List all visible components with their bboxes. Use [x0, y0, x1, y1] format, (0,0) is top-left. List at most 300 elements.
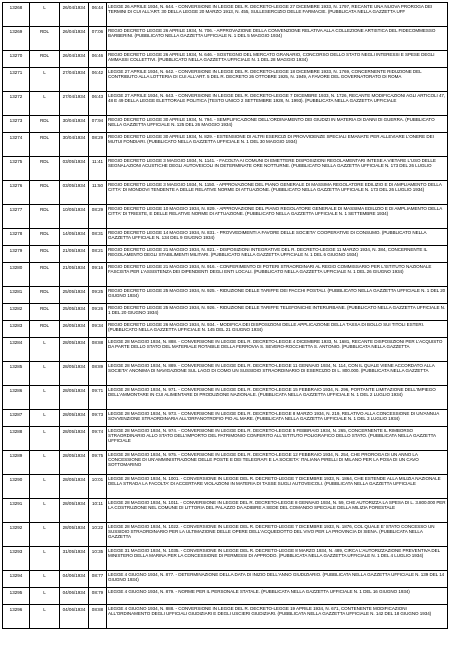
act-date: 28/05/1934 — [62, 476, 86, 482]
table-row — [3, 92, 448, 116]
record-number-cell — [3, 116, 30, 133]
act-page-ref-cell — [89, 386, 107, 410]
record-number-cell — [3, 605, 30, 629]
act-type: L — [43, 363, 46, 369]
table-row — [3, 451, 448, 475]
table-row — [3, 27, 448, 51]
act-date: 26/05/1934 — [62, 322, 86, 328]
act-date: 25/05/1934 — [62, 305, 86, 311]
act-type: RDL — [39, 52, 50, 58]
act-description: LEGGE 28 MAGGIO 1934, N. 975. - CONVERSIONE IN LEGGE DEL R. DECRETO-LEGGE 12 FEBBRAIO 1934, N. 254, CHE PROROGA DI UN ANNO LA CONCESSIONE DI UN'AMMINISTRAZIONE DELLE POSTE E DEI TELEGRAFI E LA SOCIETA' ITALIANA PIRELLI DI MILANO PER LA POSA DI UN CAVO SOTTOMARINO — [108, 451, 419, 467]
act-date-cell — [60, 588, 89, 605]
act-date: 28/05/1934 — [62, 500, 86, 506]
act-page-ref-cell — [89, 3, 107, 27]
act-date: 14/05/1934 — [62, 230, 86, 236]
act-date: 26/04/1934 — [62, 28, 86, 34]
act-page-ref: 08:31 — [91, 230, 104, 236]
act-date: 28/05/1934 — [62, 428, 86, 434]
record-number: 13284 — [9, 339, 23, 345]
act-type: L — [43, 500, 46, 506]
table-row — [3, 475, 448, 499]
act-type-cell — [30, 427, 60, 451]
act-type: L — [43, 476, 46, 482]
act-description-cell — [107, 588, 448, 605]
record-number: 13288 — [9, 428, 23, 434]
record-number: 13285 — [9, 363, 23, 369]
act-description: LEGGE 28 MAGGIO 1934, N. 973. - CONVERSIONE IN LEGGE DEL R. DECRETO-LEGGE 8 MARZO 1934, N. 219, RELATIVO ALLA CONCESSIONE DI UN'ANNUA SOVVENZIONE STRAORDINARIA ALL'ORFANOTROFIO PIO AL MARE. (PUBBLICATA NELLA GAZZETTA UFFICIALE N. 1 DEL 3 LUGLIO 1934) — [108, 410, 439, 421]
record-number: 13278 — [9, 230, 23, 236]
act-page-ref: 06:43 — [91, 93, 104, 99]
table-row — [3, 499, 448, 523]
record-number-cell — [3, 571, 30, 588]
act-type: L — [43, 589, 46, 595]
act-date-cell — [60, 181, 89, 205]
act-page-ref-cell — [89, 304, 107, 321]
table-row — [3, 263, 448, 287]
table-row — [3, 246, 448, 263]
record-number-cell — [3, 205, 30, 229]
act-date: 27/04/1934 — [62, 93, 86, 99]
act-date: 30/04/1934 — [62, 117, 86, 123]
act-type-cell — [30, 451, 60, 475]
table-row — [3, 547, 448, 571]
record-number-cell — [3, 386, 30, 410]
record-number: 13290 — [9, 476, 23, 482]
act-date-cell — [60, 571, 89, 588]
record-number: 13294 — [9, 572, 23, 578]
act-description-cell — [107, 287, 448, 304]
act-date-cell — [60, 304, 89, 321]
act-date-cell — [60, 386, 89, 410]
act-type-cell — [30, 338, 60, 362]
record-number: 13296 — [9, 606, 23, 612]
act-type-cell — [30, 92, 60, 116]
act-page-ref: 11:41 — [91, 158, 104, 164]
act-type: RDL — [39, 230, 50, 236]
act-description: LEGGE 27 APRILE 1934, N. 643. - CONVERSIONE IN LEGGE DEL R. DECRETO-LEGGE 7 DICEMBRE 1933, N. 1726, RECANTE MODIFICAZIONI AGLI ARTICOLI 47, 48 E 49 DELLA LEGGE ELETTORALE POLITICA (TESTO UNICO 2 SETTEMBRE 1928, N. 1993). (PUBBLICATA NELLA GAZZETTA UFFICIALE — [108, 92, 446, 103]
table-row — [3, 338, 448, 362]
act-date: 10/05/1934 — [62, 206, 86, 212]
record-number-cell — [3, 304, 30, 321]
act-date: 04/06/1934 — [62, 606, 86, 612]
act-date-cell — [60, 605, 89, 629]
act-description-cell — [107, 451, 448, 475]
act-date: 28/05/1934 — [62, 363, 86, 369]
table-row — [3, 133, 448, 157]
act-type-cell — [30, 229, 60, 246]
act-date: 28/05/1934 — [62, 387, 86, 393]
act-type-cell — [30, 116, 60, 133]
act-description-cell — [107, 547, 448, 571]
table-row — [3, 427, 448, 451]
record-number: 13281 — [9, 288, 23, 294]
act-description: REGIO DECRETO LEGGE 3 MAGGIO 1934, N. 1150. - APPROVAZIONE DEL PIANO GENERALE DI MASSIMA REGOLATORE EDILIZIO E DI AMPLIAMENTO DELLA CITTA' DI MONDOVI TENDENTE A DELLE RELATIVE NORME DI ATTUAZIONE. (PUBBLICATO NELLA GAZZETTA UFFICIALE N. 173 DEL 26 LUGLIO 1934) — [108, 181, 442, 192]
record-number-cell — [3, 451, 30, 475]
record-number-cell — [3, 246, 30, 263]
record-number-cell — [3, 92, 30, 116]
act-page-ref-cell — [89, 92, 107, 116]
act-date: 04/06/1934 — [62, 589, 86, 595]
record-number-cell — [3, 263, 30, 287]
act-description: LEGGE 4 GIUGNO 1934, N. 879. - NORME PER IL PERSONALE STATALE. (PUBBLICATA NELLA GAZZETTA UFFICIALE N. 1 DEL 16 GIUGNO 1934) — [108, 588, 410, 594]
act-type: L — [43, 548, 46, 554]
record-number-cell — [3, 229, 30, 246]
act-description: LEGGE 4 GIUGNO 1934, N. 888. - CONVERSIONE IN LEGGE DEL R. DECRETO-LEGGE 19 APRILE 1934, N. 671, CONTENENTE MODIFICAZIONI ALL'ORDINAMENTO DEGLI UFFICIALI GIUDIZIARI E DEGLI USCIERI GIUDIZIARI. (PUBBLICATA NELLA GAZZETTA UFFICIALE N. 142 DEL 18 GIUGNO 1934) — [108, 605, 432, 616]
act-page-ref: 10:35 — [91, 548, 104, 554]
act-page-ref: 08:77 — [91, 572, 104, 578]
record-number: 13272 — [9, 93, 23, 99]
act-page-ref: 07:06 — [91, 28, 104, 34]
record-number: 13275 — [9, 158, 23, 164]
act-description-cell — [107, 605, 448, 629]
record-number-cell — [3, 588, 30, 605]
act-page-ref-cell — [89, 588, 107, 605]
act-description-cell — [107, 92, 448, 116]
act-page-ref-cell — [89, 523, 107, 547]
act-date-cell — [60, 92, 89, 116]
act-type: L — [43, 428, 46, 434]
act-date-cell — [60, 427, 89, 451]
act-page-ref: 09:25 — [91, 288, 104, 294]
record-number: 13280 — [9, 264, 23, 270]
record-number-cell — [3, 133, 30, 157]
act-date-cell — [60, 3, 89, 27]
act-date: 27/04/1934 — [62, 69, 86, 75]
act-type-cell — [30, 362, 60, 386]
act-date: 03/05/1934 — [62, 158, 86, 164]
registry-sheet — [2, 2, 448, 629]
act-page-ref-cell — [89, 321, 107, 338]
act-page-ref-cell — [89, 263, 107, 287]
act-description: REGIO DECRETO LEGGE 26 APRILE 1934, N. 646. - SOSTEGNO DEL MERCATO GRANARIO, CONCORSO DELLO STATO NEGLI INTERESSI E SPESE DEGLI AMMASSI COLLETTIVI. (PUBBLICATO NELLA GAZZETTA UFFICIALE N. 1 DEL 28 MAGGIO 1934) — [108, 51, 435, 62]
act-description: LEGGE 26 APRILE 1934, N. 644. - CONVERSIONE IN LEGGE DEL R. DECRETO-LEGGE 27 DICEMBRE 1933, N. 1797, RECANTE UNA NUOVA PROROGA DEI TERMINI DI CUI ALL'ART. 30 DELLA LEGGE 20 MARZO 1913, N. 455, SULLESERCIZIO DELLE FARMACIE. (PUBBLICATA NELLA GAZZETTA UFF — [108, 3, 433, 14]
act-type: RDL — [39, 305, 50, 311]
act-page-ref-cell — [89, 499, 107, 523]
record-number: 13289 — [9, 452, 23, 458]
table-row — [3, 571, 448, 588]
table-row — [3, 287, 448, 304]
act-date-cell — [60, 451, 89, 475]
act-page-ref: 09:26 — [91, 305, 104, 311]
record-number-cell — [3, 338, 30, 362]
act-page-ref: 10:11 — [91, 500, 104, 506]
act-page-ref-cell — [89, 27, 107, 51]
act-description: REGIO DECRETO LEGGE 10 MAGGIO 1934, N. 829. - APPROVAZIONE DEL PIANO REGOLATORE GENERALE DI MASSIMA EDILIZIO E DI AMPLIAMENTO DELLA CITTA' DI TRIESTE, E DELLE RELATIVE NORME DI ATTUAZIONE. (PUBBLICATO NELLA GAZZETTA UFFICIALE N. 1 SETTEMBRE 1934) — [108, 205, 442, 216]
record-number: 13273 — [9, 117, 23, 123]
act-type: RDL — [39, 264, 50, 270]
act-date-cell — [60, 229, 89, 246]
table-row — [3, 205, 448, 229]
act-description-cell — [107, 68, 448, 92]
legislation-registry-table — [2, 2, 448, 629]
act-date-cell — [60, 499, 89, 523]
act-type-cell — [30, 3, 60, 27]
act-page-ref: 07:94 — [91, 117, 104, 123]
act-page-ref: 09:74 — [91, 428, 104, 434]
act-description: LEGGE 28 MAGGIO 1934, N. 1001. - CONVERSIONE IN LEGGE DEL R. DECRETO-LEGGE 7 DICEMBRE 1933, N. 1864, CHE ESTENDE ALLA MILIZIA NAZIONALE DELLA STRADA LA FACOLTA' DI ACCERTARE VIOLAZIONI IN MATERIA DI TASSE SUGLI AUTOVEICOLI. (PUBBLICATA NELLA GAZZETTA UFFICIALE — [108, 475, 441, 486]
act-page-ref-cell — [89, 133, 107, 157]
act-date-cell — [60, 205, 89, 229]
act-description: LEGGE 28 MAGGIO 1934, N. 974. - CONVERSIONE IN LEGGE DEL R. DECRETO-LEGGE 5 FEBBRAIO 1934, N. 265, CONCERNENTE IL RIMBORSO STRAORDINARIO ALLO STATO DELL'IMPORTO DEL PATRIMONIO CONFERITO ALL'ISTITUTO POLIGRAFICO DELLO STATO. (PUBBLICATA NELLA GAZZETTA UFFICIALE — [108, 427, 436, 443]
act-type-cell — [30, 205, 60, 229]
record-number: 13282 — [9, 305, 23, 311]
act-type: L — [43, 524, 46, 530]
act-description-cell — [107, 475, 448, 499]
act-page-ref: 08:88 — [91, 339, 104, 345]
act-date-cell — [60, 338, 89, 362]
act-type: L — [43, 69, 46, 75]
act-date: 21/05/1934 — [62, 264, 86, 270]
act-type-cell — [30, 157, 60, 181]
act-type: RDL — [39, 182, 50, 188]
act-page-ref: 09:71 — [91, 387, 104, 393]
act-type: RDL — [39, 134, 50, 140]
act-page-ref-cell — [89, 181, 107, 205]
record-number: 13270 — [9, 52, 23, 58]
table-row — [3, 157, 448, 181]
act-description-cell — [107, 116, 448, 133]
act-date: 28/05/1934 — [62, 339, 86, 345]
act-date-cell — [60, 475, 89, 499]
registry-body — [3, 3, 448, 629]
act-description-cell — [107, 499, 448, 523]
act-description: REGIO DECRETO LEGGE 30 APRILE 1934, N. 829. - ESTENSIONE DI ALTRI ESERCIZI DI PROVVIDENZE SPECIALI EMANATE PER ALLEVIARE L'ONERE DEI MUTUI FONDIARI. (PUBBLICATO NELLA GAZZETTA UFFICIALE N. 1 DEL 30 MAGGIO 1934) — [108, 133, 434, 144]
record-number: 13271 — [9, 69, 23, 75]
act-date-cell — [60, 27, 89, 51]
act-description: LEGGE 27 APRILE 1934, N. 642. - CONVERSIONE IN LEGGE DEL R. DECRETO-LEGGE 18 DICEMBRE 1933, N. 1769, CONCERNENTE RIDUZIONE DEL CONTRIBUTO ALLA LOTTERIA DI CUI ALL'ART. 5 DEL R. DECRETO 26 OTTOBRE 1925, N. 1949, A FAVORE DEL GOVERNATORATO DI ROMA — [108, 68, 422, 79]
act-type-cell — [30, 547, 60, 571]
act-page-ref-cell — [89, 410, 107, 427]
act-page-ref: 08:88 — [91, 606, 104, 612]
record-number-cell — [3, 27, 30, 51]
act-page-ref: 09:34 — [91, 322, 104, 328]
record-number-cell — [3, 410, 30, 427]
act-date-cell — [60, 321, 89, 338]
act-page-ref-cell — [89, 362, 107, 386]
record-number: 13287 — [9, 411, 23, 417]
act-date: 26/04/1934 — [62, 52, 86, 58]
act-page-ref-cell — [89, 229, 107, 246]
act-type: L — [43, 387, 46, 393]
act-description-cell — [107, 246, 448, 263]
act-description: REGIO DECRETO LEGGE 3 MAGGIO 1934, N. 1141. - FACOLTA AI COMUNI DI EMETTERE DISPOSIZIONI REGOLAMENTARI INTESE A VIETARE L'USO DELLE SEGNALAZIONI ACUSTICHE DEGLI AUTOVEICOLI IN DETERMINATE ORE NOTTURNE. (PUBBLICATO NELLA GAZZETTA UFFICIALE N. 173 DEL 26 LUGLIO — [108, 157, 436, 168]
act-description-cell — [107, 263, 448, 287]
act-type-cell — [30, 181, 60, 205]
act-description-cell — [107, 229, 448, 246]
record-number-cell — [3, 321, 30, 338]
act-description: REGIO DECRETO LEGGE 21 MAGGIO 1934, N. 821. - DISPOSIZIONI INTEGRATIVE DEL R. DECRETO-LEGGE 11 MARZO 1934, N. 384, CONCERNENTE IL REGOLAMENTO DEGLI STABILIMENTI MILITARI. (PUBBLICATO NELLA GAZZETTA UFFICIALE N. 1 DEL 6 GIUGNO 1934) — [108, 246, 428, 257]
act-description: LEGGE 28 MAGGIO 1934, N. 888. - CONVERSIONE IN LEGGE DEL R. DECRETO-LEGGE 4 DICEMBRE 1933, N. 1681, RECANTE DISPOSIZIONI PER L'ACQUISTO DA PARTE DELLO STATO DEL MATERIALE ROTABILE DELLA FERROVIA S. SEVERO-ROCCHETTA S. ANTONIO. (PUBBLICATA NELLA GAZZETTA — [108, 338, 443, 349]
act-page-ref-cell — [89, 205, 107, 229]
act-description-cell — [107, 386, 448, 410]
record-number: 13286 — [9, 387, 23, 393]
act-date-cell — [60, 410, 89, 427]
act-date: 21/05/1934 — [62, 247, 86, 253]
act-type: L — [43, 339, 46, 345]
record-number-cell — [3, 181, 30, 205]
table-row — [3, 68, 448, 92]
act-type-cell — [30, 571, 60, 588]
act-description: LEGGE 31 MAGGIO 1934, N. 1035. - CONVERSIONE IN LEGGE DEL R. DECRETO-LEGGE 8 MARZO 1934, N. 489, CIRCA L'AUTORIZZAZIONE PREVENTIVA DEL MINISTERO DELLA MARINA PER LA CONCESSIONE DI PERMESSI DI APPRODO. (PUBBLICATA NELLA GAZZETTA UFFICIALE N. 1 DEL 4 LUGLIO 1934) — [108, 547, 440, 558]
act-page-ref: 10:01 — [91, 476, 104, 482]
act-page-ref: 10:22 — [91, 524, 104, 530]
act-description: LEGGE 28 MAGGIO 1934, N. 1022. - CONVERSIONE IN LEGGE DEL R. DECRETO-LEGGE 7 DICEMBRE 1933, N. 1876, COL QUALE E' STATO CONCESSO UN SUSSIDIO STRAORDINARIO PER LA ULTIMAZIONE DELLE OPERE DELL'ACQUEDOTTO DEL VIVO PER LA PROVINCIA DI SIENA. (PUBBLICATA NELLA GAZZETTA — [108, 523, 435, 539]
record-number-cell — [3, 68, 30, 92]
act-page-ref-cell — [89, 571, 107, 588]
table-row — [3, 3, 448, 27]
act-page-ref-cell — [89, 287, 107, 304]
act-description-cell — [107, 338, 448, 362]
act-type-cell — [30, 410, 60, 427]
act-date: 04/06/1934 — [62, 572, 86, 578]
record-number: 13293 — [9, 548, 23, 554]
record-number: 13279 — [9, 247, 23, 253]
act-description-cell — [107, 304, 448, 321]
act-type-cell — [30, 68, 60, 92]
record-number: 13268 — [9, 4, 23, 10]
record-number-cell — [3, 499, 30, 523]
act-type: L — [43, 93, 46, 99]
record-number-cell — [3, 157, 30, 181]
table-row — [3, 321, 448, 338]
act-description: REGIO DECRETO LEGGE 25 MAGGIO 1934, N. 926. - RIDUZIONE DELLE TARIFFE TELEFONICHE INTERURBANE. (PUBBLICATO NELLA GAZZETTA UFFICIALE N. 1 DEL 20 GIUGNO 1934) — [108, 304, 446, 315]
act-type-cell — [30, 588, 60, 605]
act-type: L — [43, 572, 46, 578]
record-number-cell — [3, 427, 30, 451]
act-page-ref: 11:50 — [91, 182, 104, 188]
table-row — [3, 116, 448, 133]
act-description: LEGGE 28 MAGGIO 1934, N. 889. - CONVERSIONE IN LEGGE DEL R. DECRETO-LEGGE 11 GENNAIO 1934, N. 114, CON IL QUALE VIENE ACCORDATO ALLA SOCIETA' ANONIMA DI NAVIGAZIONE SUL LAGO DI COMO UN SUSSIDIO STRAORDINARIO DI ESERCIZIO DI L. 800.000. (PUBBLICATA NELLA GAZZETTA — [108, 362, 435, 373]
act-date-cell — [60, 287, 89, 304]
act-description: LEGGE 4 GIUGNO 1934, N. 877. - DETERMINAZIONE DELLA DATA DI INIZIO DELL'ANNO GIUDIZIARIO. (PUBBLICATA NELLA GAZZETTA UFFICIALE N. 139 DEL 14 GIUGNO 1934) — [108, 571, 445, 582]
record-number: 13291 — [9, 500, 23, 506]
act-description: REGIO DECRETO LEGGE 30 APRILE 1934, N. 794. - SEMPLIFICAZIONE DELL'ORDINAMENTO DEI GIUDIZI IN MATERIA DI DANNI DI GUERRA. (PUBBLICATO NELLA GAZZETTA UFFICIALE N. 125 DEL 26 MAGGIO 1934) — [108, 116, 435, 127]
act-description-cell — [107, 523, 448, 547]
act-page-ref-cell — [89, 547, 107, 571]
table-row — [3, 523, 448, 547]
act-description: LEGGE 28 MAGGIO 1934, N. 1011. - CONVERSIONE IN LEGGE DEL R. DECRETO-LEGGE 8 GENNAIO 1934, N. 59, CHE AUTORIZZA LA SPESA DI L. 3.800.000 PER LA COSTRUZIONE NEL COMUNE DI LITTORIA DEL PALAZZO DA ADIBIRE A SEDE DEL COMANDO SPECIALE DELLA MILIZIA FORESTALE — [108, 499, 446, 510]
act-description: REGIO DECRETO LEGGE 14 MAGGIO 1934, N. 831. - PROVVEDIMENTI A FAVORE DELLE SOCIETA' COOPERATIVE DI CONSUMO. (PUBBLICATO NELLA GAZZETTA UFFICIALE N. 134 DEL 9 GIUGNO 1934) — [108, 229, 427, 240]
act-date-cell — [60, 362, 89, 386]
act-description-cell — [107, 3, 448, 27]
act-description-cell — [107, 181, 448, 205]
act-type: RDL — [39, 247, 50, 253]
act-type: RDL — [39, 206, 50, 212]
act-type-cell — [30, 263, 60, 287]
record-number: 13269 — [9, 28, 23, 34]
record-number: 13295 — [9, 589, 23, 595]
act-page-ref: 09:16 — [91, 264, 104, 270]
act-description: REGIO DECRETO LEGGE 26 MAGGIO 1934, N. 934. - MODIFICA DEI DISPOSIZIONI DELLE APPLICAZIONE DELLA TASSA DI BOLLO SUI TITOLI ESTERI. (PUBBLICATO NELLA GAZZETTA UFFICIALE N. 145 DEL 21 GIUGNO 1934) — [108, 321, 425, 332]
act-page-ref-cell — [89, 68, 107, 92]
act-description-cell — [107, 133, 448, 157]
act-date-cell — [60, 547, 89, 571]
act-page-ref-cell — [89, 157, 107, 181]
act-date: 26/04/1934 — [62, 4, 86, 10]
record-number-cell — [3, 547, 30, 571]
act-page-ref: 06:44 — [91, 4, 104, 10]
record-number-cell — [3, 3, 30, 27]
act-page-ref: 08:29 — [91, 206, 104, 212]
act-description-cell — [107, 410, 448, 427]
act-type-cell — [30, 386, 60, 410]
table-row — [3, 605, 448, 629]
act-type: L — [43, 452, 46, 458]
table-row — [3, 304, 448, 321]
act-date-cell — [60, 263, 89, 287]
record-number: 13277 — [9, 206, 23, 212]
act-type: RDL — [39, 117, 50, 123]
act-type: RDL — [39, 322, 50, 328]
act-date: 03/05/1934 — [62, 182, 86, 188]
table-row — [3, 229, 448, 246]
act-description: REGIO DECRETO LEGGE 21 MAGGIO 1934, N. 916. - CONFERIMENTO DI POTERI STRAORDINARI AL REGIO COMMISSARIO PER L'ISTITUTO NAZIONALE FASCISTA PER L'ASSISTENZA DEI DIPENDENTI DEGLI ENTI LOCALI. (PUBBLICATO NELLA GAZZETTA UFFICIALE N. 1 DEL 26 GIUGNO 1934) — [108, 263, 432, 274]
act-date: 28/05/1934 — [62, 411, 86, 417]
act-description-cell — [107, 321, 448, 338]
act-description-cell — [107, 362, 448, 386]
act-date: 31/05/1934 — [62, 548, 86, 554]
record-number-cell — [3, 51, 30, 68]
act-type-cell — [30, 304, 60, 321]
table-row — [3, 51, 448, 68]
act-page-ref: 08:79 — [91, 589, 104, 595]
act-date: 25/05/1934 — [62, 288, 86, 294]
act-description-cell — [107, 427, 448, 451]
act-type: RDL — [39, 158, 50, 164]
act-date-cell — [60, 157, 89, 181]
act-page-ref: 06:42 — [91, 69, 104, 75]
act-page-ref: 08:89 — [91, 363, 104, 369]
table-row — [3, 362, 448, 386]
record-number-cell — [3, 523, 30, 547]
act-page-ref: 08:21 — [91, 247, 104, 253]
act-type: L — [43, 411, 46, 417]
act-type-cell — [30, 27, 60, 51]
act-page-ref: 08:29 — [91, 134, 104, 140]
act-type-cell — [30, 287, 60, 304]
act-type-cell — [30, 475, 60, 499]
act-description: LEGGE 28 MAGGIO 1934, N. 971. - CONVERSIONE IN LEGGE DEL R. DECRETO-LEGGE 15 FEBBRAIO 1934, N. 296, PORTANTE LIMITAZIONE DELL'IMPIEGO DELL'AMMONTARE IN CUI ALIMENTARE DI PRODUZIONE NAZIONALE. (PUBBLICATA NELLA GAZZETTA UFFICIALE N. 1 DEL 2 LUGLIO 1934) — [108, 386, 436, 397]
act-date-cell — [60, 523, 89, 547]
act-description: REGIO DECRETO LEGGE 25 MAGGIO 1934, N. 925. - RIDUZIONE DELLE TARIFFE DEI PACCHI POSTALI. (PUBBLICATO NELLA GAZZETTA UFFICIALE N. 1 DEL 20 GIUGNO 1934) — [108, 287, 446, 298]
act-page-ref-cell — [89, 338, 107, 362]
act-page-ref: 09:73 — [91, 411, 104, 417]
act-type-cell — [30, 605, 60, 629]
act-type-cell — [30, 499, 60, 523]
act-page-ref: 06:46 — [91, 52, 104, 58]
act-date-cell — [60, 68, 89, 92]
record-number: 13274 — [9, 134, 23, 140]
act-date-cell — [60, 116, 89, 133]
act-type: L — [43, 4, 46, 10]
act-page-ref-cell — [89, 475, 107, 499]
act-page-ref-cell — [89, 116, 107, 133]
act-description: REGIO DECRETO LEGGE 26 APRILE 1934, N. 706. - APPROVAZIONE DELLA CONVENZIONE RELATIVA ALLA COLLEZIONE ARTISTICA DEL FIDECOMMESSO BARBERINI. (PUBBLICATO NELLA GAZZETTA UFFICIALE N. 1 DEL 5 MAGGIO 1934) — [108, 27, 436, 38]
act-description-cell — [107, 51, 448, 68]
act-type: RDL — [39, 288, 50, 294]
act-type-cell — [30, 51, 60, 68]
act-type-cell — [30, 523, 60, 547]
record-number-cell — [3, 362, 30, 386]
record-number: 13292 — [9, 524, 23, 530]
record-number-cell — [3, 287, 30, 304]
act-date-cell — [60, 246, 89, 263]
record-number: 13276 — [9, 182, 23, 188]
record-number: 13283 — [9, 322, 23, 328]
act-date: 28/05/1934 — [62, 452, 86, 458]
record-number-cell — [3, 475, 30, 499]
table-row — [3, 386, 448, 410]
